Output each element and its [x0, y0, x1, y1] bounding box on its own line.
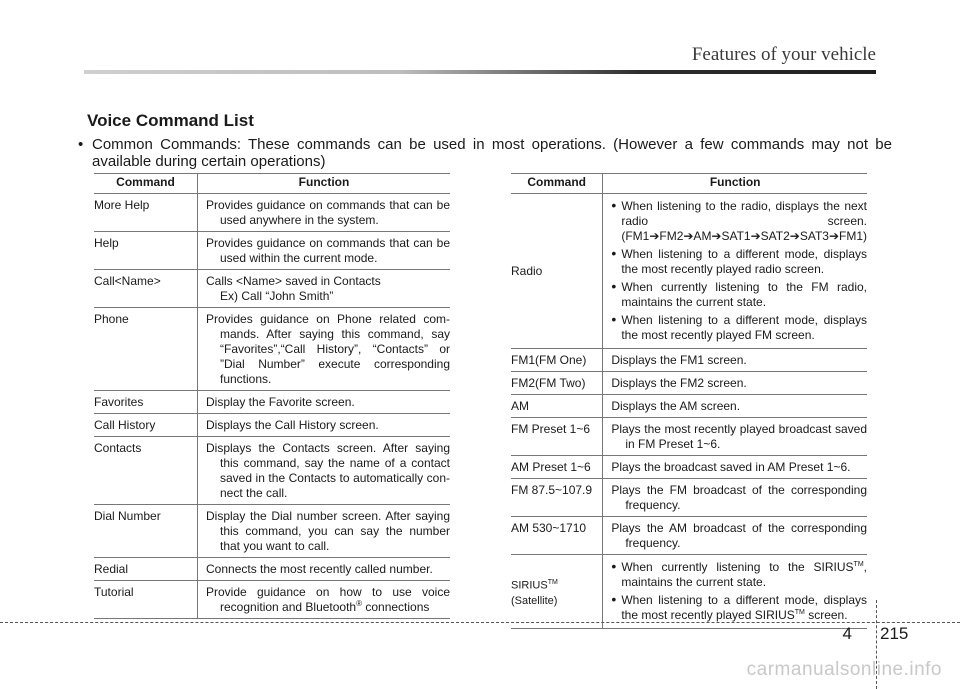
- function-cell: Display the Favorite screen.: [198, 391, 451, 414]
- table-row: [94, 505, 450, 558]
- radio-bullet-list: [611, 198, 867, 343]
- list-item: • When currently listening to the FM radio, maintains the current state.: [611, 279, 867, 310]
- command-cell: FM 87.5~107.9: [511, 479, 603, 517]
- function-cell: Provides guidance on commands that can be used within the current mode.: [198, 232, 451, 270]
- table-row: [511, 395, 867, 418]
- command-cell: FM Preset 1~6: [511, 418, 603, 456]
- chapter-number: 4: [842, 624, 852, 643]
- function-cell: Calls <Name> saved in Contacts Ex) Call “John Smith”: [198, 270, 451, 308]
- function-cell: Display the Dial number screen. After saying this command, you can say the number that you want to call.: [198, 505, 451, 558]
- command-cell: FM1(FM One): [511, 349, 603, 372]
- sirius-bullet-list: [611, 559, 867, 623]
- right-command-table: [511, 173, 867, 629]
- table-row: [94, 270, 450, 308]
- table-row: [511, 555, 867, 629]
- list-item: • When listening to the radio, displays the next radio screen. (FM1➔FM2➔AM➔SAT1➔SAT2➔SAT3➔FM1): [611, 198, 867, 244]
- function-cell: Displays the AM screen.: [603, 395, 867, 418]
- command-cell: Radio: [511, 194, 603, 349]
- function-cell: Displays the Contacts screen. After saying this command, say the name of a contact saved in the Contacts to automatically con-nect the call.: [198, 437, 451, 505]
- intro-text: Common Commands: These commands can be used in most operations. (However a few commands may not be available during certain operations): [92, 136, 892, 170]
- function-cell: Provides guidance on commands that can be used anywhere in the system.: [198, 194, 451, 232]
- header-title: Features of your vehicle: [691, 44, 876, 65]
- table-row: [94, 232, 450, 270]
- command-cell: SIRIUS™ (Satellite): [511, 555, 603, 629]
- table-row: [94, 581, 450, 619]
- intro-paragraph: [78, 136, 892, 170]
- table-row: [94, 414, 450, 437]
- command-cell: More Help: [94, 194, 198, 232]
- list-item: • When listening to a different mode, displays the most recently played SIRIUS™ screen.: [611, 592, 867, 623]
- command-cell: Contacts: [94, 437, 198, 505]
- function-cell: Provides guidance on Phone related com-mands. After saying this command, say “Favorites”,“Call History”, “Contacts” or ”Dial Number” execute corresponding functions.: [198, 308, 451, 391]
- command-cell: Help: [94, 232, 198, 270]
- command-cell: AM: [511, 395, 603, 418]
- table-header-row: [511, 174, 867, 194]
- function-cell: Displays the Call History screen.: [198, 414, 451, 437]
- table-header-row: [94, 174, 450, 194]
- function-cell: Plays the most recently played broadcast saved in FM Preset 1~6.: [603, 418, 867, 456]
- table-row: [94, 308, 450, 391]
- table-row: [511, 349, 867, 372]
- function-cell: [603, 555, 867, 629]
- command-cell: AM 530~1710: [511, 517, 603, 555]
- command-cell: Call History: [94, 414, 198, 437]
- table-row: [511, 418, 867, 456]
- command-cell: Redial: [94, 558, 198, 581]
- table-row: [511, 517, 867, 555]
- table-row: [94, 194, 450, 232]
- function-column-header: Function: [603, 174, 867, 194]
- command-cell: FM2(FM Two): [511, 372, 603, 395]
- list-item: • When listening to a different mode, displays the most recently played radio screen.: [611, 246, 867, 277]
- function-cell: Plays the FM broadcast of the corresponding frequency.: [603, 479, 867, 517]
- watermark: carmanualsonline.info: [746, 659, 942, 680]
- command-cell: Phone: [94, 308, 198, 391]
- command-cell: AM Preset 1~6: [511, 456, 603, 479]
- footer-dashed-rule: [0, 622, 960, 623]
- command-cell: Dial Number: [94, 505, 198, 558]
- header-rule: [84, 70, 876, 74]
- registered-mark: ®: [356, 599, 363, 608]
- function-column-header: Function: [198, 174, 451, 194]
- function-cell: Plays the AM broadcast of the corresponding frequency.: [603, 517, 867, 555]
- table-row: [94, 391, 450, 414]
- function-cell: Displays the FM1 screen.: [603, 349, 867, 372]
- command-cell: Favorites: [94, 391, 198, 414]
- function-cell: Provide guidance on how to use voice recognition and Bluetooth® connections: [198, 581, 451, 619]
- table-row: [511, 372, 867, 395]
- list-item: • When listening to a different mode, displays the most recently played FM screen.: [611, 312, 867, 343]
- left-command-table: [94, 173, 450, 619]
- function-cell: [603, 194, 867, 349]
- function-cell: Connects the most recently called number.: [198, 558, 451, 581]
- function-cell: Displays the FM2 screen.: [603, 372, 867, 395]
- function-cell: Plays the broadcast saved in AM Preset 1~6.: [603, 456, 867, 479]
- table-row: [511, 479, 867, 517]
- table-row: [511, 456, 867, 479]
- command-column-header: Command: [511, 174, 603, 194]
- bullet-icon: •: [78, 136, 84, 153]
- command-column-header: Command: [94, 174, 198, 194]
- command-cell: Tutorial: [94, 581, 198, 619]
- list-item: • When currently listening to the SIRIUS™, maintains the current state.: [611, 559, 867, 590]
- table-row: [94, 558, 450, 581]
- table-row: [511, 194, 867, 349]
- section-title: Voice Command List: [87, 111, 254, 130]
- page-number-value: 215: [880, 624, 909, 643]
- command-cell: Call<Name>: [94, 270, 198, 308]
- table-row: [94, 437, 450, 505]
